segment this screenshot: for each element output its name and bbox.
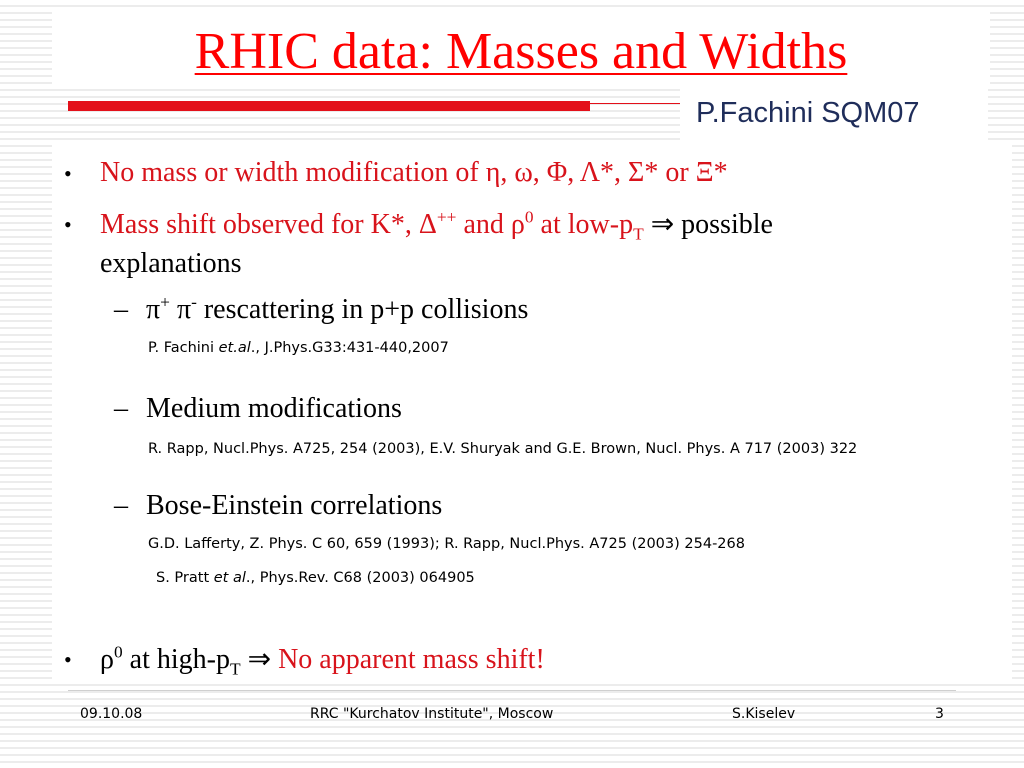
author-area: [680, 86, 988, 144]
bullet-continuation: explanations: [100, 248, 242, 279]
sub-bullet-dash: –: [114, 393, 128, 424]
footer-divider: [68, 690, 956, 691]
footer-page-number: 3: [935, 706, 944, 722]
accent-line: [590, 103, 680, 104]
reference-lafferty: G.D. Lafferty, Z. Phys. C 60, 659 (1993); R. Rapp, Nucl.Phys. A725 (2003) 254-268: [148, 536, 745, 552]
bullet-text-part: Mass shift observed for K*, Δ: [100, 209, 437, 240]
sub-bullet-dash: –: [114, 294, 128, 325]
sub-bullet-bose-einstein: Bose-Einstein correlations: [146, 490, 443, 521]
bullet-no-modification: [100, 157, 728, 189]
reference-rapp-shuryak: R. Rapp, Nucl.Phys. A725, 254 (2003), E.V. Shuryak and G.E. Brown, Nucl. Phys. A 717 (2003) 322: [148, 441, 858, 457]
ref-text: ., Phys.Rev. C68 (2003) 064905: [245, 570, 475, 586]
bullet-text-part: and ρ: [456, 209, 525, 240]
subscript: T: [229, 659, 241, 679]
text-part: at high-p: [122, 644, 230, 675]
slide-body: [52, 144, 1012, 684]
slide-title: RHIC data: Masses and Widths: [194, 23, 848, 80]
bullet-text-part: at low-p: [533, 209, 634, 240]
sub-bullet-rescattering: [146, 294, 528, 326]
footer-date: 09.10.08: [80, 706, 143, 722]
text-part: rescattering in p+p collisions: [196, 294, 529, 325]
superscript: -: [191, 292, 197, 312]
ref-italic: et.al: [218, 340, 251, 356]
bullet-dot: •: [64, 161, 72, 186]
superscript: 0: [113, 642, 123, 662]
ref-italic: et al: [213, 570, 246, 586]
bullet-mass-shift: [100, 207, 773, 244]
sub-bullet-medium: Medium modifications: [146, 393, 402, 424]
implies-arrow: ⇒: [650, 209, 675, 240]
ref-text: P. Fachini: [148, 340, 219, 356]
superscript: +: [160, 292, 170, 312]
subscript: T: [633, 224, 644, 244]
footer-institute: RRC "Kurchatov Institute", Moscow: [310, 706, 554, 722]
highlight-text: No apparent mass shift!: [271, 644, 545, 675]
ref-text: S. Pratt: [156, 570, 214, 586]
text-part: π: [169, 294, 192, 325]
implies-arrow: ⇒: [247, 644, 272, 675]
bullet-high-pt: [100, 642, 545, 679]
superscript: 0: [524, 207, 534, 227]
ref-text: ., J.Phys.G33:431-440,2007: [250, 340, 449, 356]
title-area: [52, 12, 990, 86]
reference-fachini: [148, 340, 449, 356]
reference-pratt: [156, 570, 475, 586]
bullet-text: No mass or width modification of η, ω, Φ, Λ*, Σ* or Ξ*: [100, 157, 728, 188]
text-part: π: [146, 294, 161, 325]
bullet-dot: •: [64, 647, 72, 672]
accent-bar: [68, 101, 590, 111]
author-label: P.Fachini SQM07: [696, 97, 920, 129]
sub-bullet-dash: –: [114, 490, 128, 521]
bullet-dot: •: [64, 212, 72, 237]
bullet-text-part: possible: [674, 209, 773, 240]
superscript: ++: [436, 207, 457, 227]
text-part: ρ: [100, 644, 114, 675]
footer-presenter: S.Kiselev: [732, 706, 796, 722]
